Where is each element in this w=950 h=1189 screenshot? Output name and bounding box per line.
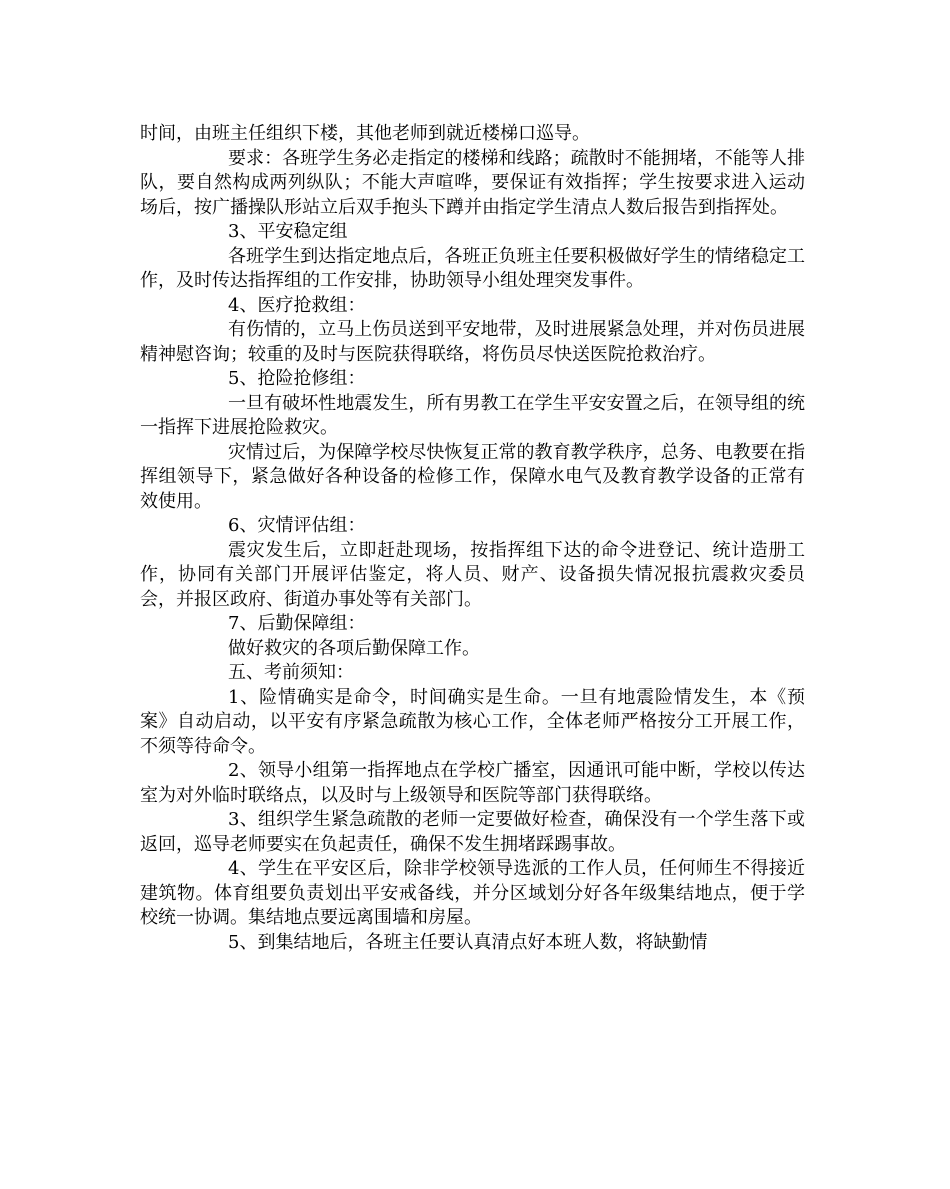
paragraph-requirements: 要求：各班学生务必走指定的楼梯和线路；疏散时不能拥堵，不能等人排队，要自然构成两列纵队；不能大声喧哗，要保证有效指挥；学生按要求进入运动场后，按广播操队形站立后双手抱头下蹲并由指定学生清点人数后报告到指挥处。	[140, 147, 805, 218]
paragraph-note-5: 5、到集结地后，各班主任要认真清点好本班人数，将缺勤情	[228, 931, 708, 953]
section-heading-rescue-group: 5、抢险抢修组：	[228, 368, 366, 389]
paragraph-rescue-group-2: 灾情过后，为保障学校尽快恢复正常的教育教学秩序，总务、电教要在指挥组领导下，紧急做好各种设备的检修工作，保障水电气及教育教学设备的正常有效使用。	[140, 441, 805, 512]
section-heading-logistics-group: 7、后勤保障组：	[228, 613, 366, 634]
document-page	[140, 122, 805, 955]
paragraph-safety-group: 各班学生到达指定地点后，各班正负班主任要积极做好学生的情绪稳定工作，及时传达指挥组的工作安排，协助领导小组处理突发事件。	[140, 245, 805, 291]
section-heading-notes: 五、考前须知：	[228, 662, 354, 683]
paragraph-medical-group: 有伤情的，立马上伤员送到平安地带，及时进展紧急处理，并对伤员进展精神慰咨询；较重的及时与医院获得联络，将伤员尽快送医院抢救治疗。	[140, 319, 805, 365]
paragraph-assessment-group: 震灾发生后，立即赶赴现场，按指挥组下达的命令进登记、统计造册工作，协同有关部门开展评估鉴定，将人员、财产、设备损失情况报抗震救灾委员会，并报区政府、街道办事处等有关部门。	[140, 539, 805, 610]
paragraph-note-4: 4、学生在平安区后，除非学校领导选派的工作人员，任何师生不得接近建筑物。体育组要负责划出平安戒备线，并分区域划分好各年级集结地点，便于学校统一协调。集结地点要远离围墙和房屋。	[140, 858, 805, 928]
section-heading-safety-group: 3、平安稳定组	[228, 221, 348, 242]
paragraph-note-3: 3、组织学生紧急疏散的老师一定要做好检查，确保没有一个学生落下或返回，巡导老师要实在负起责任，确保不发生拥堵踩踢事故。	[140, 809, 805, 855]
section-heading-medical-group: 4、医疗抢救组：	[228, 294, 366, 316]
section-heading-assessment-group: 6、灾情评估组：	[228, 515, 366, 536]
paragraph-rescue-group-1: 一旦有破坏性地震发生，所有男教工在学生平安安置之后，在领导组的统一指挥下进展抢险救灾。	[140, 392, 805, 438]
paragraph-note-1: 1、险情确实是命令，时间确实是生命。一旦有地震险情发生，本《预案》自动启动，以平安有序紧急疏散为核心工作，全体老师严格按分工开展工作，不须等待命令。	[140, 686, 805, 757]
paragraph-note-2: 2、领导小组第一指挥地点在学校广播室，因通讯可能中断，学校以传达室为对外临时联络点，以及时与上级领导和医院等部门获得联络。	[140, 760, 805, 806]
paragraph-continuation: 时间，由班主任组织下楼，其他老师到就近楼梯口巡导。	[140, 123, 590, 144]
paragraph-logistics-group: 做好救灾的各项后勤保障工作。	[228, 637, 480, 659]
